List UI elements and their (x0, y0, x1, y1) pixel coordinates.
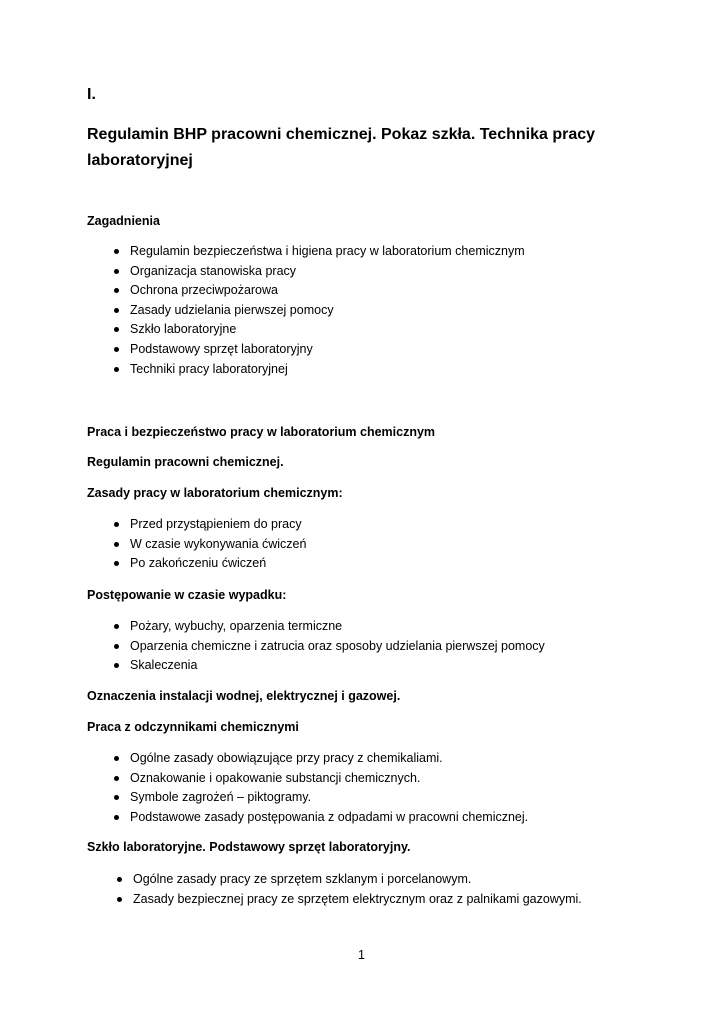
bullet-icon (114, 795, 119, 800)
bullet-icon (114, 663, 119, 668)
list-zagadnienia (130, 242, 525, 379)
bullet-icon (114, 522, 119, 527)
heading-oznaczenia: Oznaczenia instalacji wodnej, elektrycznej i gazowej. (87, 689, 401, 703)
list-item: Symbole zagrożeń – piktogramy. (130, 788, 528, 808)
bullet-icon (114, 542, 119, 547)
list-item: Oparzenia chemiczne i zatrucia oraz sposoby udzielania pierwszej pomocy (130, 637, 545, 657)
bullet-icon (114, 327, 119, 332)
bullet-icon (114, 269, 119, 274)
bullet-icon (114, 347, 119, 352)
list-item: W czasie wykonywania ćwiczeń (130, 535, 306, 555)
bullet-icon (114, 624, 119, 629)
list-item: Przed przystąpieniem do pracy (130, 515, 306, 535)
list-item: Podstawowy sprzęt laboratoryjny (130, 340, 525, 360)
list-item: Podstawowe zasady postępowania z odpadami w pracowni chemicznej. (130, 808, 528, 828)
list-item: Skaleczenia (130, 656, 545, 676)
heading-wypadek: Postępowanie w czasie wypadku: (87, 588, 287, 602)
list-szklo (133, 870, 582, 909)
bullet-icon (114, 644, 119, 649)
list-item: Ochrona przeciwpożarowa (130, 281, 525, 301)
list-wypadek (130, 617, 545, 676)
heading-regulamin: Regulamin pracowni chemicznej. (87, 455, 284, 469)
list-item: Zasady bezpiecznej pracy ze sprzętem elektrycznym oraz z palnikami gazowymi. (133, 890, 582, 910)
list-item: Ogólne zasady obowiązujące przy pracy z chemikaliami. (130, 749, 528, 769)
heading-praca-bhp: Praca i bezpieczeństwo pracy w laboratorium chemicznym (87, 425, 436, 439)
page-title: Regulamin BHP pracowni chemicznej. Pokaz szkła. Technika pracy laboratoryjnej (87, 126, 596, 169)
bullet-icon (114, 815, 119, 820)
list-item: Organizacja stanowiska pracy (130, 262, 525, 282)
list-item: Ogólne zasady pracy ze sprzętem szklanym i porcelanowym. (133, 870, 582, 890)
bullet-icon (114, 776, 119, 781)
bullet-icon (114, 288, 119, 293)
bullet-icon (114, 249, 119, 254)
list-item: Pożary, wybuchy, oparzenia termiczne (130, 617, 545, 637)
list-item: Regulamin bezpieczeństwa i higiena pracy w laboratorium chemicznym (130, 242, 525, 262)
bullet-icon (117, 897, 122, 902)
list-item: Zasady udzielania pierwszej pomocy (130, 301, 525, 321)
list-zasady (130, 515, 306, 574)
bullet-icon (114, 756, 119, 761)
list-item: Techniki pracy laboratoryjnej (130, 360, 525, 380)
page-number: 1 (358, 948, 365, 962)
bullet-icon (114, 561, 119, 566)
heading-zagadnienia: Zagadnienia (87, 214, 160, 228)
bullet-icon (114, 308, 119, 313)
heading-odczynniki: Praca z odczynnikami chemicznymi (87, 720, 299, 734)
list-item: Szkło laboratoryjne (130, 320, 525, 340)
list-item: Oznakowanie i opakowanie substancji chemicznych. (130, 769, 528, 789)
bullet-icon (117, 877, 122, 882)
list-item: Po zakończeniu ćwiczeń (130, 554, 306, 574)
section-number: I. (87, 86, 96, 103)
heading-szklo: Szkło laboratoryjne. Podstawowy sprzęt laboratoryjny. (87, 840, 411, 854)
list-odczynniki (130, 749, 528, 827)
bullet-icon (114, 367, 119, 372)
heading-zasady: Zasady pracy w laboratorium chemicznym: (87, 486, 343, 500)
